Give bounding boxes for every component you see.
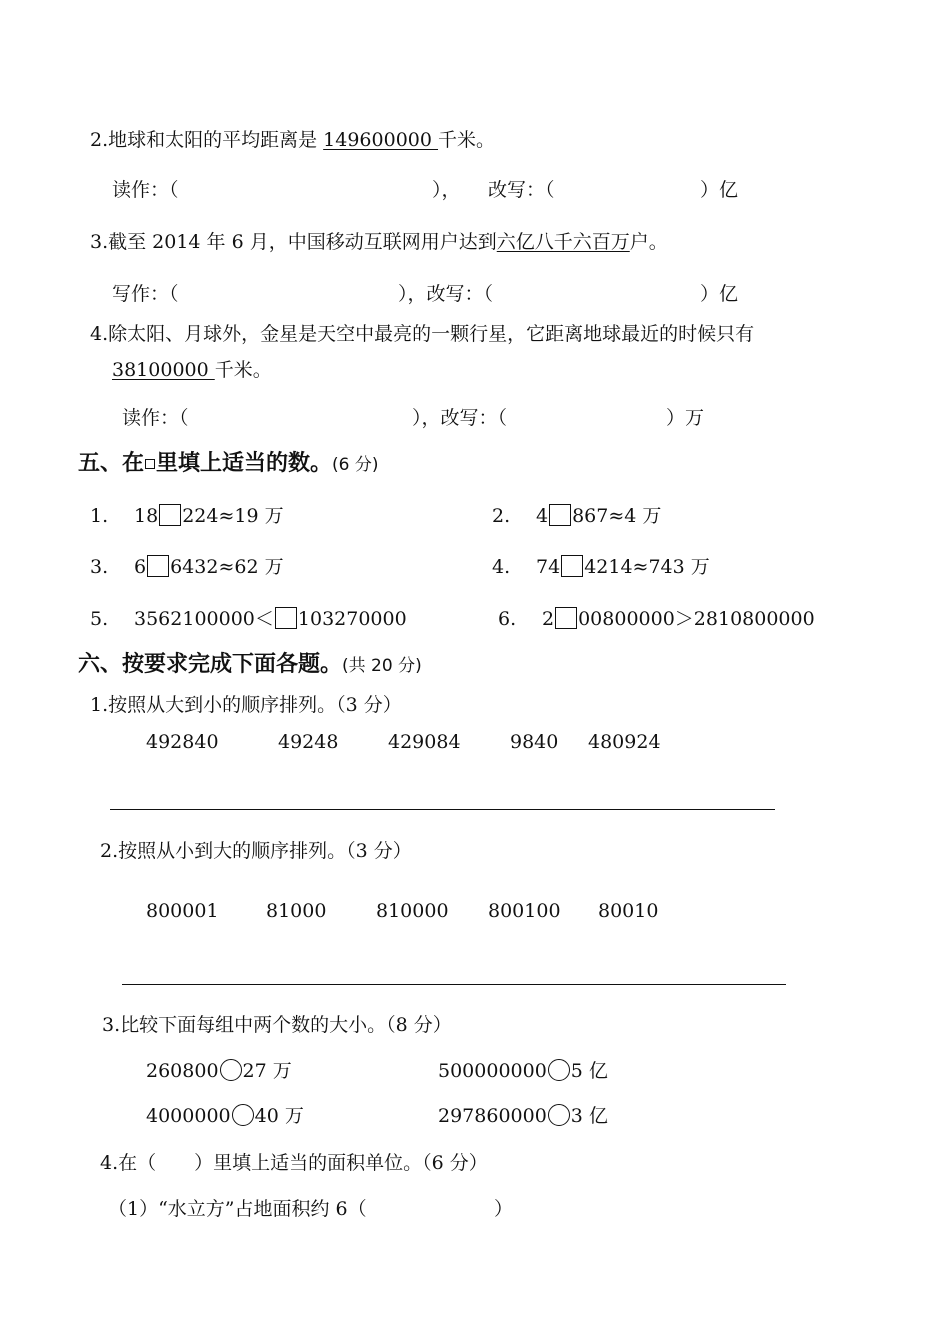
s6-q4-item1: （1）“水立方”占地面积约 6（ — [108, 1198, 367, 1220]
s6-q4-item1-close: ） — [494, 1198, 514, 1220]
s5-item-2-num: 2. — [492, 505, 511, 527]
q2-read-label: 读作：（ — [112, 179, 179, 201]
s6-q2-num: 810000 — [376, 900, 449, 922]
s6-q2-num: 800100 — [488, 900, 561, 922]
s6-q2-num: 800001 — [146, 900, 219, 922]
q4-read-label: 读作：（ — [122, 407, 189, 429]
q4-close: ）万 — [666, 407, 705, 429]
compare-circle[interactable] — [548, 1104, 570, 1126]
s6-q2-label: 2.按照从小到大的顺序排列。（3 分） — [100, 840, 412, 862]
compare-circle[interactable] — [548, 1059, 570, 1081]
square-icon — [145, 459, 155, 469]
s5-item-1: 18 224≈19 万 — [134, 505, 284, 527]
s5-item-4: 74 4214≈743 万 — [536, 556, 710, 578]
s6-q1-num: 492840 — [146, 731, 219, 753]
s6-q3-pair-1: 260800 27 万 — [146, 1060, 292, 1082]
q2-rewrite-label: 改写：（ — [488, 179, 555, 201]
s6-q3-pair-3: 4000000 40 万 — [146, 1105, 304, 1127]
q3-number: 六亿八千六百万 — [496, 231, 630, 253]
s5-item-6: 2 00800000＞2810800000 — [542, 608, 815, 630]
q4-number: 38100000 — [112, 359, 215, 381]
q3-close: ）亿 — [700, 283, 739, 305]
s5-item-3-num: 3. — [90, 556, 109, 578]
s6-q4-label: 4.在（ ）里填上适当的面积单位。（6 分） — [100, 1152, 488, 1174]
answer-line[interactable] — [110, 809, 775, 810]
s6-q1-num: 9840 — [510, 731, 559, 753]
s5-item-1-num: 1. — [90, 505, 109, 527]
section5-title: 五、在 里填上适当的数。(6 分) — [78, 451, 379, 476]
q2-read-close: ）， — [432, 179, 461, 201]
s5-item-5-num: 5. — [90, 608, 109, 630]
s6-q3-pair-2: 500000000 5 亿 — [438, 1060, 608, 1082]
answer-box[interactable] — [275, 607, 297, 629]
q4-line1: 4.除太阳、月球外，金星是天空中最亮的一颗行星，它距离地球最近的时候只有 — [90, 323, 755, 345]
s5-item-5: 3562100000＜ 103270000 — [134, 608, 407, 630]
answer-line[interactable] — [122, 984, 786, 985]
q3-line: 3.截至 2014 年 6 月，中国移动互联网用户达到六亿八千六百万户。 — [90, 231, 668, 253]
s5-item-6-num: 6. — [498, 608, 517, 630]
s6-q1-num: 480924 — [588, 731, 661, 753]
q2-line: 2.地球和太阳的平均距离是 149600000 千米。 — [90, 129, 496, 151]
section6-title: 六、按要求完成下面各题。(共 20 分) — [78, 652, 422, 677]
s6-q1-num: 429084 — [388, 731, 461, 753]
s6-q1-num: 49248 — [278, 731, 339, 753]
s5-item-2: 4 867≈4 万 — [536, 505, 662, 527]
compare-circle[interactable] — [220, 1059, 242, 1081]
answer-box[interactable] — [555, 607, 577, 629]
s6-q3-label: 3.比较下面每组中两个数的大小。（8 分） — [102, 1014, 452, 1036]
q2-number: 149600000 — [323, 129, 439, 151]
answer-box[interactable] — [561, 555, 583, 577]
s5-item-3: 6 6432≈62 万 — [134, 556, 284, 578]
compare-circle[interactable] — [232, 1104, 254, 1126]
answer-box[interactable] — [159, 504, 181, 526]
s6-q3-pair-4: 297860000 3 亿 — [438, 1105, 608, 1127]
q4-line2: 38100000 千米。 — [112, 359, 272, 381]
q3-write-label: 写作：（ — [112, 283, 179, 305]
s5-item-4-num: 4. — [492, 556, 511, 578]
q2-rewrite-close: ）亿 — [700, 179, 739, 201]
answer-box[interactable] — [549, 504, 571, 526]
q4-read-close: ），改写：（ — [412, 407, 508, 429]
s6-q1-label: 1.按照从大到小的顺序排列。（3 分） — [90, 694, 402, 716]
answer-box[interactable] — [147, 555, 169, 577]
s6-q2-num: 80010 — [598, 900, 659, 922]
q3-write-close: ），改写：（ — [398, 283, 494, 305]
s6-q2-num: 81000 — [266, 900, 327, 922]
